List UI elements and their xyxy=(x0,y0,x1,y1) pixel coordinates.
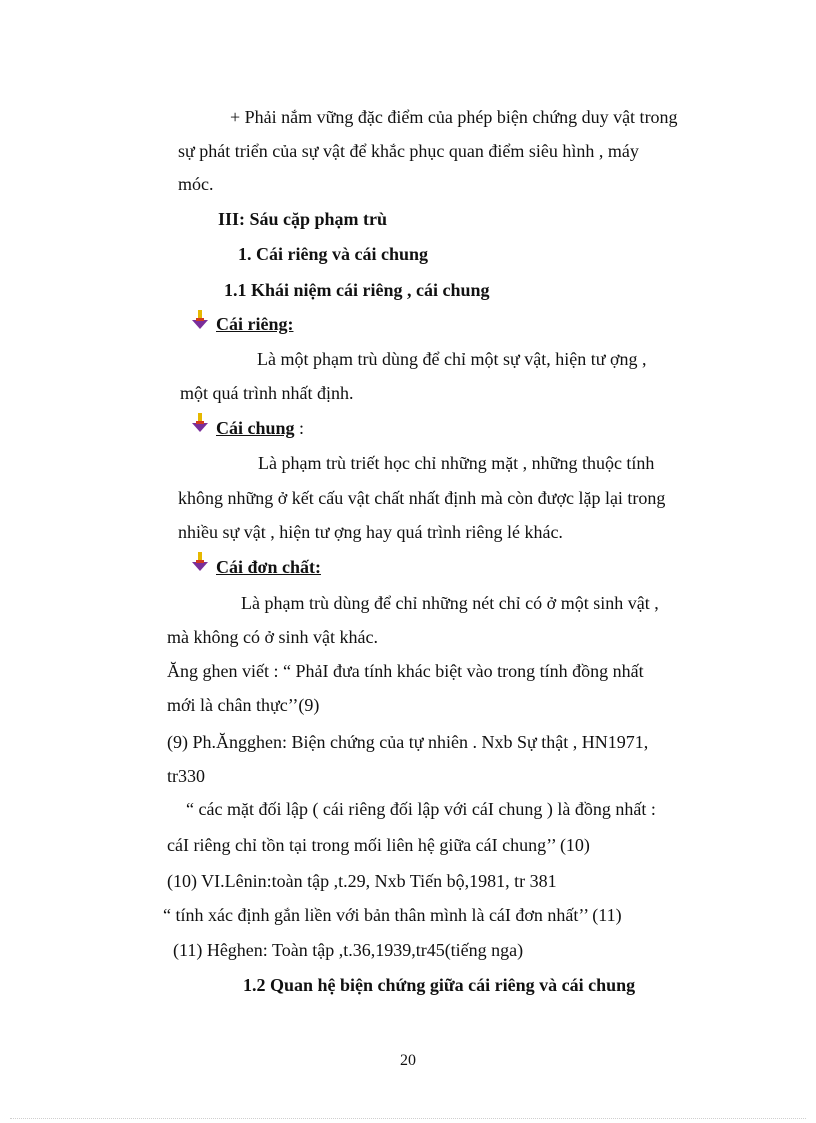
body-line: sự phát triển của sự vật để khắc phục quan điểm siêu hình , máy xyxy=(178,141,639,161)
citation-line: (9) Ph.Ăngghen: Biện chứng của tự nhiên . Nxb Sự thật , HN1971, xyxy=(167,732,649,752)
term-label xyxy=(216,313,293,335)
body-line: không những ở kết cấu vật chất nhất định mà còn được lặp lại trong xyxy=(178,488,666,508)
body-line: một quá trình nhất định. xyxy=(180,383,354,403)
body-line: mà không có ở sinh vật khác. xyxy=(167,627,378,647)
term-label xyxy=(216,417,304,439)
body-line: nhiều sự vật , hiện tư ợng hay quá trình riêng lé khác. xyxy=(178,522,563,542)
quote-line: Ăng ghen viết : “ PhảI đưa tính khác biệt vào trong tính đồng nhất xyxy=(167,661,644,681)
body-line: Là một phạm trù dùng để chỉ một sự vật, hiện tư ợng , xyxy=(257,349,647,369)
body-line: + Phải nắm vững đặc điểm của phép biện chứng duy vật trong xyxy=(230,107,678,127)
quote-line: “ tính xác định gắn liền với bản thân mình là cáI đơn nhất’’ (11) xyxy=(163,905,622,925)
body-line: móc. xyxy=(178,174,214,194)
page-number: 20 xyxy=(400,1052,416,1069)
term-cai-chung: Cái chung xyxy=(216,418,295,438)
quote-line: “ các mặt đối lập ( cái riêng đối lập với cáI chung ) là đồng nhất : xyxy=(186,799,656,819)
body-line: Là phạm trù triết học chỉ những mặt , những thuộc tính xyxy=(258,453,655,473)
section-heading: III: Sáu cặp phạm trù xyxy=(218,209,388,229)
subheading: 1.1 Khái niệm cái riêng , cái chung xyxy=(224,280,490,300)
term-suffix: : xyxy=(294,418,305,438)
page-divider xyxy=(10,1118,806,1119)
arrow-bullet-icon xyxy=(191,310,209,330)
body-line: Là phạm trù dùng để chỉ những nét chỉ có ở một sinh vật , xyxy=(241,593,659,613)
quote-line: cáI riêng chỉ tồn tại trong mối liên hệ giữa cáI chung’’ (10) xyxy=(167,835,590,855)
citation-line: (10) VI.Lênin:toàn tập ,t.29, Nxb Tiến bộ,1981, tr 381 xyxy=(167,871,557,891)
term-cai-don-chat: Cái đơn chất: xyxy=(216,557,321,577)
arrow-bullet-icon xyxy=(191,552,209,572)
subheading: 1. Cái riêng và cái chung xyxy=(238,244,429,264)
arrow-bullet-icon xyxy=(191,413,209,433)
citation-line: tr330 xyxy=(167,766,205,786)
subheading: 1.2 Quan hệ biện chứng giữa cái riêng và cái chung xyxy=(243,975,636,995)
term-label xyxy=(216,556,321,578)
term-cai-rieng: Cái riêng: xyxy=(216,314,294,334)
citation-line: (11) Hêghen: Toàn tập ,t.36,1939,tr45(tiếng nga) xyxy=(173,940,524,960)
quote-line: mới là chân thực’’(9) xyxy=(167,695,320,715)
